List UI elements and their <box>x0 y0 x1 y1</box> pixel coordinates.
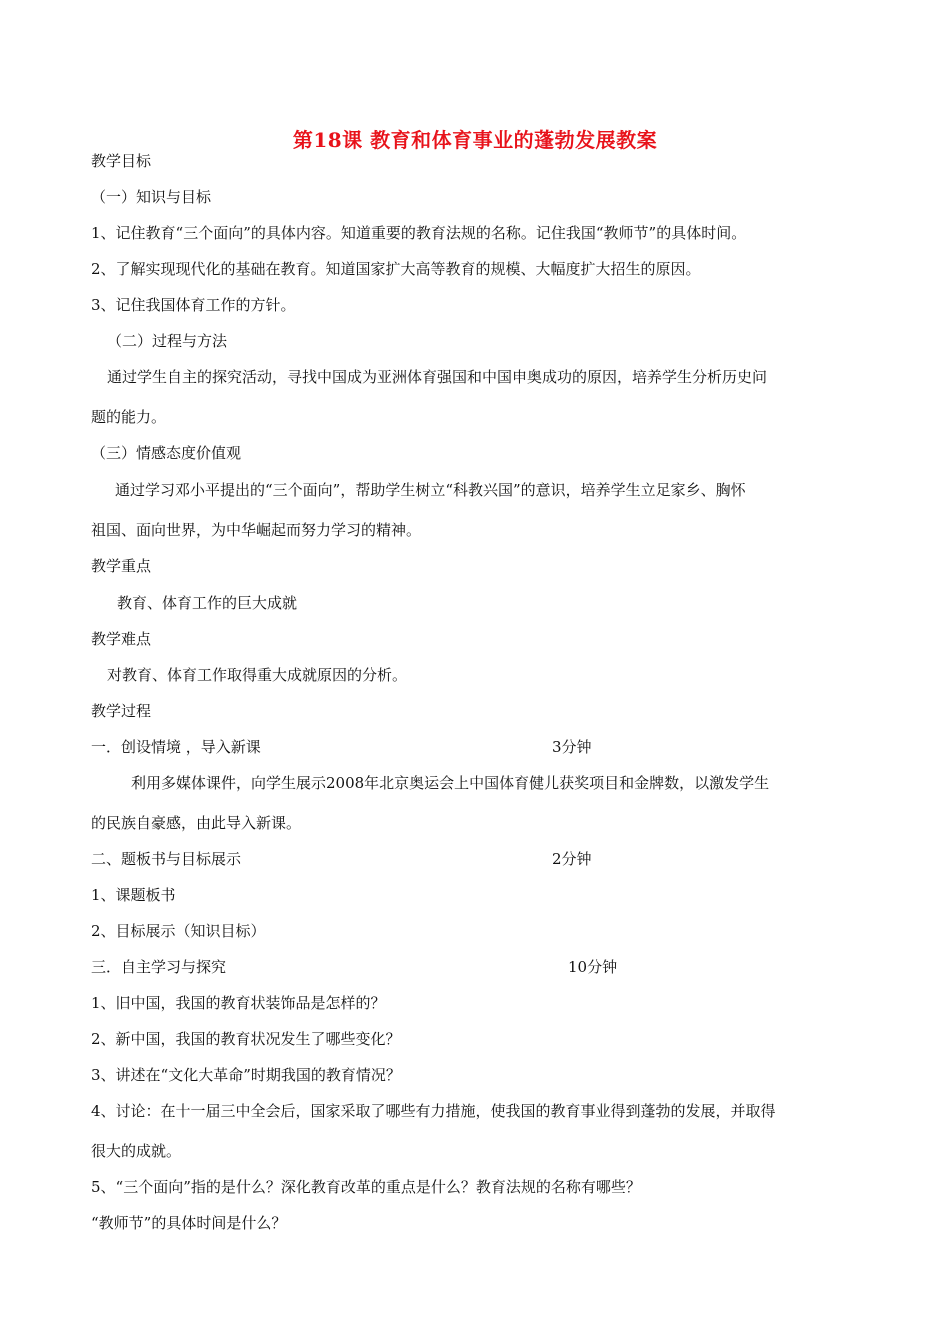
step-one-text: 的民族自豪感，由此导入新课。 <box>91 814 302 832</box>
process-method-heading: （二）过程与方法 <box>107 332 228 350</box>
knowledge-item: 1、记住教育“三个面向”的具体内容。知道重要的教育法规的名称。记住我国“教师节”的具体时间。 <box>91 224 747 242</box>
step-three-item: 3、讲述在“文化大革命”时期我国的教育情况？ <box>91 1066 401 1084</box>
step-two-label: 二、题板书与目标展示 <box>91 850 242 868</box>
attitude-heading: （三）情感态度价值观 <box>91 444 242 462</box>
step-one-time: 3分钟 <box>552 738 592 756</box>
step-three-label: 三．自主学习与探究 <box>91 958 227 976</box>
teaching-process-heading: 教学过程 <box>91 702 152 720</box>
step-three-item: 5、“三个面向”指的是什么？深化教育改革的重点是什么？教育法规的名称有哪些？ <box>91 1178 641 1196</box>
step-two-item: 2、目标展示（知识目标） <box>91 922 266 940</box>
document-title: 第18课 教育和体育事业的蓬勃发展教案 <box>292 128 658 152</box>
attitude-text: 通过学习邓小平提出的“三个面向”，帮助学生树立“科教兴国”的意识，培养学生立足家乡、胸怀 <box>115 481 746 499</box>
step-three-item: 2、新中国，我国的教育状况发生了哪些变化？ <box>91 1030 401 1048</box>
attitude-text: 祖国、面向世界，为中华崛起而努力学习的精神。 <box>91 521 422 539</box>
goals-heading: 教学目标 <box>91 152 152 170</box>
step-three-item: “教师节”的具体时间是什么？ <box>91 1214 287 1232</box>
step-three-item: 4、讨论：在十一届三中全会后，国家采取了哪些有力措施，使我国的教育事业得到蓬勃的发展，并取得 <box>91 1102 776 1120</box>
knowledge-item: 3、记住我国体育工作的方针。 <box>91 296 296 314</box>
key-points-text: 教育、体育工作的巨大成就 <box>117 594 298 612</box>
step-three-time: 10分钟 <box>568 958 618 976</box>
process-method-text: 题的能力。 <box>91 408 167 426</box>
step-three-item: 很大的成就。 <box>91 1142 182 1160</box>
key-points-heading: 教学重点 <box>91 557 152 575</box>
step-two-time: 2分钟 <box>552 850 592 868</box>
process-method-text: 通过学生自主的探究活动，寻找中国成为亚洲体育强国和中国申奥成功的原因，培养学生分析历史问 <box>107 368 768 386</box>
step-two-item: 1、课题板书 <box>91 886 176 904</box>
step-three-item: 1、旧中国，我国的教育状装饰品是怎样的？ <box>91 994 386 1012</box>
step-one-label: 一．创设情境 ，导入新课 <box>91 738 261 756</box>
step-one-text: 利用多媒体课件，向学生展示2008年北京奥运会上中国体育健儿获奖项目和金牌数，以激发学生 <box>131 774 770 792</box>
difficult-points-heading: 教学难点 <box>91 630 152 648</box>
knowledge-item: 2、了解实现现代化的基础在教育。知道国家扩大高等教育的规模、大幅度扩大招生的原因。 <box>91 260 701 278</box>
knowledge-heading: （一）知识与目标 <box>91 188 212 206</box>
difficult-points-text: 对教育、体育工作取得重大成就原因的分析。 <box>107 666 408 684</box>
